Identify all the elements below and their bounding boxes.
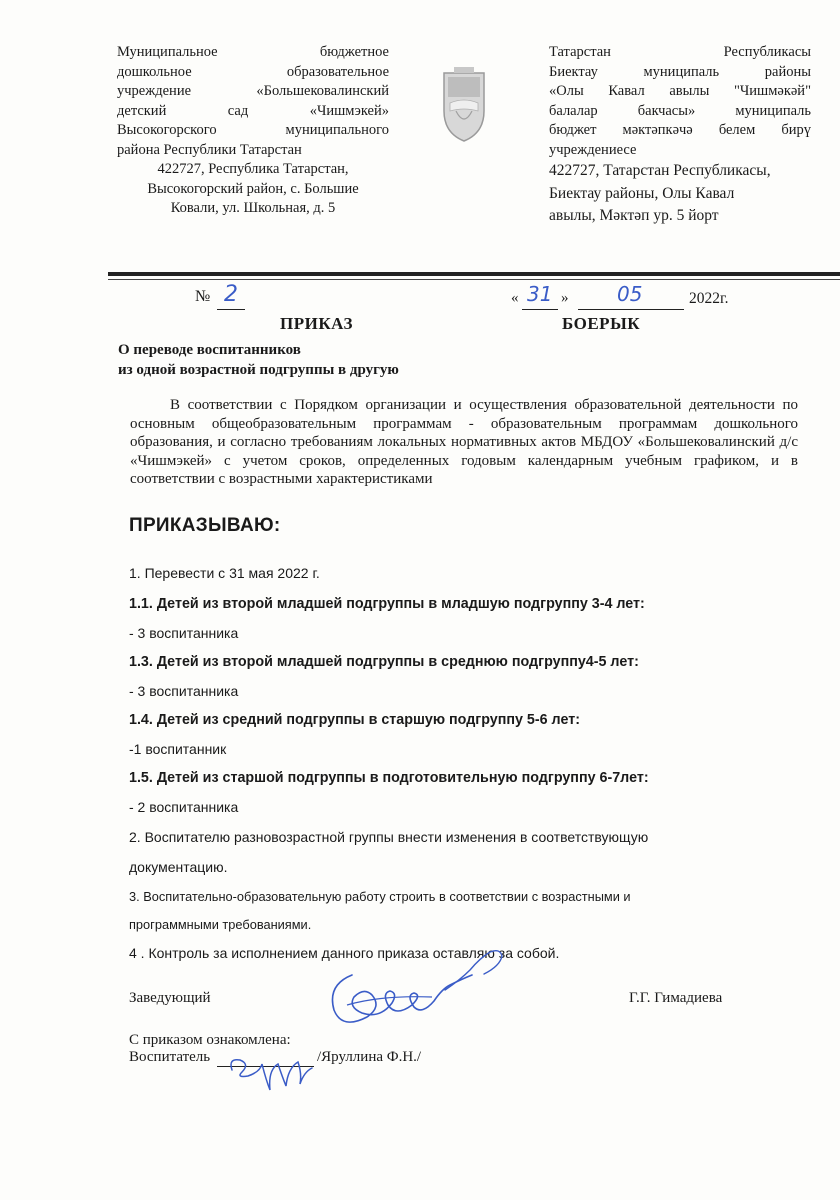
date-day: 31 [527, 282, 553, 306]
item-1-5-count: - 2 воспитанника [129, 799, 239, 815]
org-line: Татарстан Республикасы [549, 44, 811, 60]
address-line: Биектау районы, Олы Кавал [549, 184, 735, 202]
org-line: района Республики Татарстан [117, 141, 302, 158]
org-line: балалар бакчасы» муниципаль [549, 102, 811, 119]
header-left-org [117, 43, 389, 219]
header-divider-thin [108, 279, 840, 280]
item-1-3-count: - 3 воспитанника [129, 683, 239, 699]
org-line: учреждениесе [549, 141, 637, 158]
item-1-4-count: -1 воспитанник [129, 741, 227, 757]
item-2-line2: документацию. [129, 859, 228, 875]
date-open-quote: « [511, 290, 519, 306]
teacher-title: Воспитатель [129, 1049, 211, 1065]
item-1: 1. Перевести с 31 мая 2022 г. [129, 565, 320, 581]
item-1-3: 1.3. Детей из второй младшей подгруппы в среднюю подгруппу4-5 лет: [129, 654, 639, 670]
org-line: Биектау муниципаль районы [549, 63, 811, 80]
order-number-value: 2 [224, 282, 238, 307]
order-title-ru: ПРИКАЗ [280, 314, 353, 333]
item-2-line1: 2. Воспитателю разновозрастной группы внести изменения в соответствующую [129, 829, 649, 845]
order-preamble: В соответствии с Порядком организации и осуществления образовательной деятельности по основным общеобразовательным программам - образовательным программам дошкольного образования, и согласно требованиям локальных нормативных актов МБДОУ «Большековалинский д/с «Чишмэкей» с учетом сроков, определенных годовым календарным учебным графиком, и в соответствии с возрастными характеристиками [130, 397, 798, 487]
item-4: 4 . Контроль за исполнением данного приказа оставляю за собой. [129, 945, 560, 961]
address-line: Высокогорский район, с. Большие [147, 180, 359, 197]
header-divider [108, 272, 840, 276]
org-line: Муниципальное бюджетное [117, 44, 389, 60]
address-line: авылы, Мәктәп ур. 5 йорт [549, 207, 719, 224]
address-line: 422727, Республика Татарстан, [157, 161, 349, 177]
org-line: дошкольное образовательное [117, 63, 389, 80]
header-right-org [549, 43, 811, 228]
acknowledgement-label: С приказом ознакомлена: [129, 1032, 291, 1048]
order-title-tt: БОЕРЫК [562, 314, 641, 333]
item-3-line2: программными требованиями. [129, 917, 312, 932]
date-month-underline [578, 309, 684, 310]
item-1-5: 1.5. Детей из старшой подгруппы в подготовительную подгруппу 6-7лет: [129, 770, 649, 786]
date-close-quote: » [561, 290, 569, 306]
head-name: Г.Г. Гимадиева [629, 990, 723, 1006]
order-number-underline [217, 309, 245, 310]
item-1-4: 1.4. Детей из средний подгруппы в старшую подгруппу 5-6 лет: [129, 712, 580, 728]
date-year: 2022г. [689, 290, 729, 307]
signature-flourish [440, 940, 520, 1000]
address-line: Ковали, ул. Школьная, д. 5 [170, 200, 336, 216]
org-line: учреждение «Большековалинский [117, 83, 389, 99]
teacher-signature [226, 1050, 318, 1096]
org-line: «Олы Кавал авылы "Чишмәкәй" [549, 83, 811, 99]
item-3-line1: 3. Воспитательно-образовательную работу строить в соответствии с возрастными и [129, 889, 631, 904]
org-line: бюджет мәктәпкәчә белем бирү [549, 122, 811, 138]
subject-line: О переводе воспитанников [118, 342, 301, 358]
order-number-label: № [195, 288, 211, 305]
head-title: Заведующий [129, 990, 211, 1006]
order-command: ПРИКАЗЫВАЮ: [129, 515, 281, 536]
date-month: 05 [617, 282, 643, 306]
item-1-1: 1.1. Детей из второй младшей подгруппы в младшую подгруппу 3-4 лет: [129, 596, 645, 612]
coat-of-arms-emblem [440, 67, 488, 145]
address-line: 422727, Татарстан Республикасы, [549, 162, 771, 179]
org-line: детский сад «Чишмэкей» [117, 102, 389, 119]
subject-line: из одной возрастной подгруппы в другую [118, 362, 399, 378]
org-line: Высокогорского муниципального [117, 122, 389, 138]
item-1-1-count: - 3 воспитанника [129, 625, 239, 641]
order-subject [118, 340, 399, 380]
teacher-name: /Яруллина Ф.Н./ [317, 1049, 422, 1065]
date-day-underline [522, 309, 558, 310]
